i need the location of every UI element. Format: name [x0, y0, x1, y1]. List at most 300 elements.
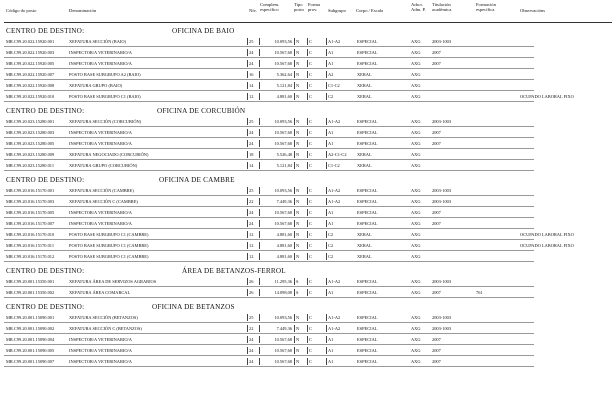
cell-tipo: N: [296, 210, 300, 215]
table-row: [0, 346, 614, 355]
cell-tipo: N: [296, 39, 300, 44]
cell-complemento: 5.526,48: [276, 152, 292, 157]
cell-divider: [294, 187, 295, 194]
cell-tipo: N: [296, 119, 300, 124]
table-row: [0, 117, 614, 126]
cell-nivel: 26: [249, 279, 254, 284]
cell-titulacion: 2007: [432, 141, 441, 146]
cell-codigo: MR.C99.20.022.15920.005: [6, 61, 55, 66]
cell-forma: C: [309, 141, 312, 146]
cell-adscr: AXG: [411, 141, 421, 146]
cell-subgrupo: A1: [328, 141, 334, 146]
cell-forma: C: [309, 254, 312, 259]
cell-subgrupo: A1: [328, 290, 334, 295]
cell-corpo: ESPECIAL: [357, 61, 378, 66]
cell-titulacion: 2003-1003: [432, 199, 452, 204]
cell-divider: [259, 289, 260, 296]
cell-divider: [247, 49, 248, 56]
cell-divider: [307, 253, 308, 260]
cell-divider: [247, 187, 248, 194]
row-rule: [4, 344, 534, 345]
cell-forma: C: [309, 290, 312, 295]
cell-subgrupo: C2: [328, 243, 334, 248]
table-row: [0, 208, 614, 217]
cell-forma: C: [309, 279, 312, 284]
cell-divider: [247, 38, 248, 45]
cell-forma: C: [309, 130, 312, 135]
cell-denominacion: XEFATURA SECCIÓN C (BETANZOS): [69, 326, 142, 331]
cell-divider: [294, 209, 295, 216]
cell-titulacion: 2007: [432, 290, 441, 295]
cell-nivel: 22: [249, 199, 254, 204]
cell-divider: [326, 151, 327, 158]
row-rule: [4, 297, 534, 298]
cell-complemento: 10.567,68: [274, 210, 292, 215]
table-row: [0, 197, 614, 206]
cell-divider: [326, 38, 327, 45]
header-rule: [4, 22, 612, 23]
cell-subgrupo: A1: [328, 130, 334, 135]
cell-divider: [326, 162, 327, 169]
cell-divider: [294, 129, 295, 136]
cell-complemento: 10.567,68: [274, 61, 292, 66]
cell-adscr: AXG: [411, 337, 421, 342]
cell-nivel: 24: [249, 61, 254, 66]
cell-titulacion: 2003-1003: [432, 39, 452, 44]
cell-nivel: 18: [249, 152, 254, 157]
cell-tipo: N: [296, 188, 300, 193]
cell-forma: C: [309, 221, 312, 226]
table-header: [0, 2, 614, 22]
cell-subgrupo: A1: [328, 359, 334, 364]
cell-nivel: 12: [249, 254, 254, 259]
cell-subgrupo: C2: [328, 232, 334, 237]
cell-divider: [294, 289, 295, 296]
cell-corpo: ESPECIAL: [357, 119, 378, 124]
cell-adscr: AXG: [411, 163, 421, 168]
cell-divider: [326, 209, 327, 216]
section-label: CENTRO DE DESTINO:: [6, 107, 85, 115]
cell-divider: [259, 209, 260, 216]
cell-divider: [259, 231, 260, 238]
cell-divider: [307, 336, 308, 343]
cell-divider: [294, 314, 295, 321]
cell-denominacion: POSTO BASE SUBGRUPO C1 (CAMBRE): [69, 232, 149, 237]
cell-denominacion: INSPECTOR/A VETERINARIO/A: [69, 61, 132, 66]
cell-denominacion: INSPECTOR/A VETERINARIO/A: [69, 359, 132, 364]
cell-nivel: 24: [249, 348, 254, 353]
cell-complemento: 10.567,68: [274, 50, 292, 55]
cell-complemento: 10.567,68: [274, 359, 292, 364]
cell-divider: [294, 82, 295, 89]
cell-divider: [247, 198, 248, 205]
cell-divider: [326, 71, 327, 78]
cell-divider: [259, 82, 260, 89]
cell-divider: [247, 314, 248, 321]
cell-divider: [247, 162, 248, 169]
cell-observacions: OCUPADO LABORAL FIXO: [520, 243, 574, 248]
section-name: OFICINA DE BETANZOS: [152, 303, 235, 311]
cell-divider: [326, 60, 327, 67]
cell-divider: [307, 49, 308, 56]
cell-subgrupo: C1-C2: [328, 163, 340, 168]
cell-divider: [247, 209, 248, 216]
cell-divider: [326, 278, 327, 285]
cell-denominacion: XEFATURA NEGOCIADO (CORCUBIÓN): [69, 152, 149, 157]
cell-denominacion: INSPECTOR/A VETERINARIO/A: [69, 50, 132, 55]
cell-forma: C: [309, 188, 312, 193]
cell-corpo: ESPECIAL: [357, 50, 378, 55]
cell-corpo: ESPECIAL: [357, 359, 378, 364]
cell-divider: [294, 325, 295, 332]
cell-divider: [307, 82, 308, 89]
cell-forma: C: [309, 152, 312, 157]
cell-complemento: 4.881,60: [276, 232, 292, 237]
cell-subgrupo: A1-A2: [328, 188, 341, 193]
cell-divider: [326, 325, 327, 332]
cell-subgrupo: A1: [328, 50, 334, 55]
cell-adscr: AXG: [411, 243, 421, 248]
cell-corpo: XERAL: [357, 243, 372, 248]
cell-forma: C: [309, 337, 312, 342]
cell-complemento: 5.362,64: [276, 72, 292, 77]
cell-tipo: N: [296, 254, 300, 259]
cell-divider: [294, 151, 295, 158]
cell-denominacion: XEFATURA SECCIÓN (BAIO): [69, 39, 126, 44]
cell-divider: [307, 162, 308, 169]
cell-forma: C: [309, 232, 312, 237]
cell-subgrupo: A1-A2: [328, 199, 341, 204]
cell-divider: [259, 187, 260, 194]
row-rule: [4, 170, 534, 171]
cell-denominacion: INSPECTOR/A VETERINARIO/A: [69, 130, 132, 135]
cell-divider: [247, 71, 248, 78]
cell-divider: [294, 49, 295, 56]
cell-subgrupo: A1-A2: [328, 326, 341, 331]
cell-divider: [247, 278, 248, 285]
cell-titulacion: 2007: [432, 50, 441, 55]
cell-divider: [247, 358, 248, 365]
cell-adscr: AXG: [411, 315, 421, 320]
cell-divider: [259, 129, 260, 136]
row-rule: [4, 355, 534, 356]
cell-adscr: AXG: [411, 210, 421, 215]
cell-codigo: MR.C99.20.023.15280.011: [6, 163, 55, 168]
cell-subgrupo: A2-C1-C2: [328, 152, 347, 157]
cell-tipo: N: [296, 152, 300, 157]
cell-corpo: ESPECIAL: [357, 326, 378, 331]
cell-divider: [326, 253, 327, 260]
cell-subgrupo: A1-A2: [328, 119, 341, 124]
row-rule: [4, 366, 534, 367]
row-rule: [4, 250, 534, 251]
cell-nivel: 24: [249, 221, 254, 226]
cell-complemento: 4.881,60: [276, 243, 292, 248]
cell-adscr: AXG: [411, 61, 421, 66]
cell-divider: [326, 82, 327, 89]
row-rule: [4, 79, 534, 80]
row-rule: [4, 228, 534, 229]
cell-adscr: AXG: [411, 119, 421, 124]
cell-adscr: AXG: [411, 152, 421, 157]
cell-divider: [294, 242, 295, 249]
cell-subgrupo: C1-C2: [328, 83, 340, 88]
cell-codigo: MR.C99.20.001.15090.002: [6, 326, 55, 331]
cell-subgrupo: C2: [328, 94, 334, 99]
cell-titulacion: 2007: [432, 61, 441, 66]
cell-codigo: MR.C99.20.022.15920.001: [6, 39, 55, 44]
cell-divider: [307, 71, 308, 78]
cell-subgrupo: A2: [328, 72, 334, 77]
cell-complemento: 10.567,68: [274, 221, 292, 226]
cell-divider: [294, 336, 295, 343]
cell-complemento: 5.121,84: [276, 163, 292, 168]
cell-nivel: 24: [249, 337, 254, 342]
cell-divider: [294, 347, 295, 354]
cell-divider: [247, 129, 248, 136]
cell-adscr: AXG: [411, 359, 421, 364]
cell-divider: [259, 198, 260, 205]
cell-complemento: 10.093,56: [274, 315, 292, 320]
cell-codigo: MR.C99.20.001.15090.005: [6, 348, 55, 353]
section-name: ÁREA DE BETANZOS-FERROL: [182, 267, 286, 275]
row-rule: [4, 148, 534, 149]
section-label: CENTRO DE DESTINO:: [6, 267, 85, 275]
cell-divider: [259, 358, 260, 365]
cell-divider: [326, 129, 327, 136]
cell-denominacion: XEFATURA GRUPO (CORCUBIÓN): [69, 163, 138, 168]
row-rule: [4, 333, 534, 334]
cell-divider: [307, 93, 308, 100]
cell-observacions: OCUPADO LABORAL FIXO: [520, 232, 574, 237]
cell-denominacion: XEFATURA SECCIÓN C (CAMBRE): [69, 199, 138, 204]
cell-divider: [307, 358, 308, 365]
cell-divider: [307, 289, 308, 296]
cell-codigo: MR.C99.20.001.15090.004: [6, 337, 55, 342]
cell-complemento: 10.093,56: [274, 39, 292, 44]
section-name: OFICINA DE BAIO: [172, 27, 235, 35]
cell-denominacion: POSTO BASE SUBGRUPO C1 (BAIO): [69, 94, 141, 99]
cell-subgrupo: A1: [328, 221, 334, 226]
cell-denominacion: INSPECTOR/A VETERINARIO/A: [69, 221, 132, 226]
cell-complemento: 10.567,68: [274, 141, 292, 146]
cell-divider: [307, 220, 308, 227]
table-row: [0, 70, 614, 79]
cell-divider: [326, 358, 327, 365]
table-row: [0, 81, 614, 90]
table-row: [0, 288, 614, 297]
cell-divider: [259, 242, 260, 249]
header-corpo: Corpo / Escala: [356, 8, 384, 13]
cell-divider: [259, 278, 260, 285]
cell-divider: [326, 140, 327, 147]
table-row: [0, 128, 614, 137]
cell-titulacion: 2003-1003: [432, 326, 452, 331]
cell-titulacion: 2003-1003: [432, 119, 452, 124]
cell-nivel: 26: [249, 290, 254, 295]
cell-corpo: XERAL: [357, 152, 372, 157]
cell-divider: [294, 118, 295, 125]
cell-denominacion: INSPECTOR/A VETERINARIO/A: [69, 141, 132, 146]
cell-codigo: MR.C99.20.016.15170.007: [6, 221, 55, 226]
cell-adscr: AXG: [411, 232, 421, 237]
cell-titulacion: 2003-1003: [432, 279, 452, 284]
cell-corpo: ESPECIAL: [357, 199, 378, 204]
cell-corpo: ESPECIAL: [357, 141, 378, 146]
cell-divider: [326, 231, 327, 238]
cell-corpo: ESPECIAL: [357, 337, 378, 342]
cell-nivel: 24: [249, 141, 254, 146]
table-row: [0, 252, 614, 261]
cell-codigo: MR.C99.20.016.15170.005: [6, 210, 55, 215]
cell-divider: [294, 278, 295, 285]
cell-tipo: N: [296, 315, 300, 320]
cell-divider: [247, 60, 248, 67]
cell-denominacion: XEFATURA SECCIÓN (CORCUBIÓN): [69, 119, 142, 124]
cell-divider: [247, 253, 248, 260]
cell-tipo: N: [296, 141, 300, 146]
cell-divider: [307, 187, 308, 194]
cell-divider: [294, 38, 295, 45]
table-row: [0, 277, 614, 286]
cell-tipo: N: [296, 232, 300, 237]
cell-corpo: ESPECIAL: [357, 279, 378, 284]
row-rule: [4, 159, 534, 160]
cell-divider: [259, 38, 260, 45]
cell-divider: [247, 93, 248, 100]
cell-tipo: N: [296, 94, 300, 99]
cell-denominacion: POSTO BASE SUBGRUPO A2 (BAIO): [69, 72, 141, 77]
table-row: [0, 139, 614, 148]
cell-divider: [259, 162, 260, 169]
table-row: [0, 335, 614, 344]
cell-codigo: MR.C99.20.001.15350.001: [6, 279, 55, 284]
cell-adscr: AXG: [411, 290, 421, 295]
cell-complemento: 10.093,56: [274, 119, 292, 124]
header-forma: Forma prov.: [308, 2, 320, 12]
cell-divider: [247, 242, 248, 249]
cell-adscr: AXG: [411, 50, 421, 55]
cell-tipo: N: [296, 359, 300, 364]
cell-titulacion: 2007: [432, 359, 441, 364]
cell-titulacion: 2007: [432, 221, 441, 226]
cell-divider: [294, 253, 295, 260]
cell-tipo: N: [296, 221, 300, 226]
cell-divider: [247, 325, 248, 332]
cell-complemento: 7.449,36: [276, 326, 292, 331]
header-titulacion: Titulación académica: [432, 2, 452, 12]
cell-codigo: MR.C99.20.016.15170.010: [6, 232, 55, 237]
cell-nivel: 12: [249, 232, 254, 237]
cell-forma: C: [309, 163, 312, 168]
cell-denominacion: INSPECTOR/A VETERINARIO/A: [69, 348, 132, 353]
cell-divider: [294, 93, 295, 100]
cell-tipo: N: [296, 199, 300, 204]
cell-forma: C: [309, 72, 312, 77]
cell-codigo: MR.C99.20.016.15170.012: [6, 254, 55, 259]
cell-nivel: 14: [249, 163, 254, 168]
row-rule: [4, 126, 534, 127]
cell-subgrupo: A1-A2: [328, 315, 341, 320]
cell-forma: C: [309, 210, 312, 215]
cell-nivel: 16: [249, 72, 254, 77]
header-codigo: Código do posto: [6, 8, 37, 13]
cell-divider: [307, 140, 308, 147]
cell-corpo: ESPECIAL: [357, 290, 378, 295]
row-rule: [4, 286, 534, 287]
cell-denominacion: INSPECTOR/A VETERINARIO/A: [69, 337, 132, 342]
cell-forma: C: [309, 359, 312, 364]
cell-tipo: N: [296, 61, 300, 66]
cell-divider: [307, 209, 308, 216]
cell-complemento: 10.093,56: [274, 188, 292, 193]
cell-subgrupo: A1: [328, 348, 334, 353]
cell-divider: [247, 151, 248, 158]
cell-tipo: N: [296, 130, 300, 135]
cell-nivel: 24: [249, 130, 254, 135]
cell-subgrupo: A1: [328, 210, 334, 215]
table-row: [0, 48, 614, 57]
cell-divider: [294, 71, 295, 78]
cell-divider: [326, 198, 327, 205]
cell-divider: [326, 289, 327, 296]
cell-forma: C: [309, 50, 312, 55]
cell-adscr: AXG: [411, 188, 421, 193]
section-label: CENTRO DE DESTINO:: [6, 27, 85, 35]
cell-divider: [259, 253, 260, 260]
cell-divider: [294, 231, 295, 238]
table-row: [0, 313, 614, 322]
cell-complemento: 11.295,36: [274, 279, 292, 284]
cell-forma: C: [309, 326, 312, 331]
cell-divider: [247, 118, 248, 125]
cell-subgrupo: A1: [328, 337, 334, 342]
cell-forma: C: [309, 119, 312, 124]
cell-divider: [307, 129, 308, 136]
table-row: [0, 241, 614, 250]
cell-codigo: MR.C99.20.022.15920.010: [6, 94, 55, 99]
cell-tipo: S: [296, 290, 299, 295]
header-observacions: Observacións: [520, 8, 546, 13]
cell-divider: [259, 60, 260, 67]
cell-codigo: MR.C99.20.001.15350.002: [6, 290, 55, 295]
cell-divider: [259, 71, 260, 78]
cell-divider: [259, 314, 260, 321]
cell-codigo: MR.C99.20.023.15280.005: [6, 141, 55, 146]
cell-divider: [294, 60, 295, 67]
cell-corpo: ESPECIAL: [357, 130, 378, 135]
cell-formacion: 761: [476, 290, 483, 295]
cell-divider: [259, 93, 260, 100]
cell-divider: [294, 198, 295, 205]
cell-complemento: 4.881,60: [276, 254, 292, 259]
cell-divider: [326, 347, 327, 354]
cell-forma: C: [309, 348, 312, 353]
cell-nivel: 25: [249, 39, 254, 44]
cell-complemento: 7.449,36: [276, 199, 292, 204]
header-complemento: Complem. específico: [260, 2, 280, 12]
cell-forma: C: [309, 199, 312, 204]
cell-codigo: MR.C99.20.023.15280.001: [6, 119, 55, 124]
cell-titulacion: 2007: [432, 130, 441, 135]
table-row: [0, 357, 614, 366]
cell-codigo: MR.C99.20.016.15170.011: [6, 243, 55, 248]
row-rule: [4, 217, 534, 218]
cell-tipo: N: [296, 50, 300, 55]
cell-adscr: AXG: [411, 326, 421, 331]
table-row: [0, 161, 614, 170]
cell-tipo: N: [296, 337, 300, 342]
